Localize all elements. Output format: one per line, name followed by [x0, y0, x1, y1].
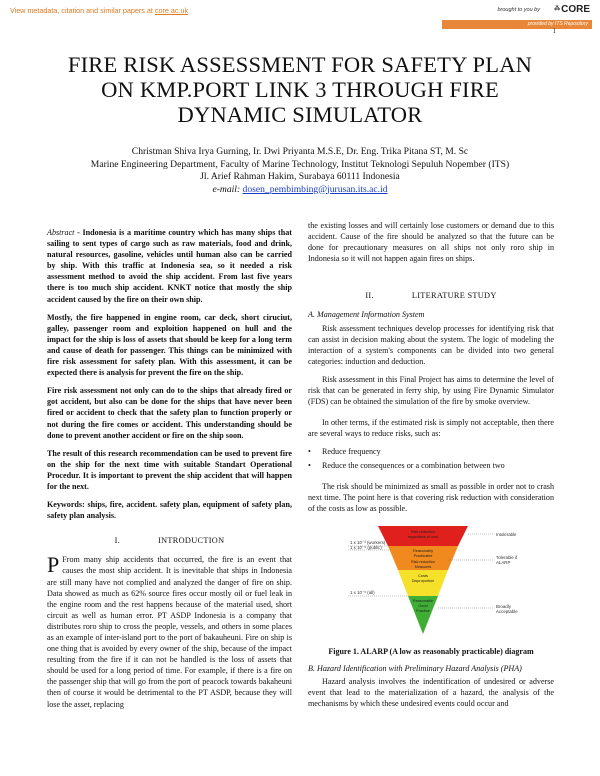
- provided-by-bar: provided by ITS Repository: [442, 20, 592, 29]
- keywords: Keywords: ships, fire, accident. safety plan, equipment of safety plan, safety plan analysis.: [47, 500, 292, 521]
- abstract-paragraph-3: Fire risk assessment not only can do to the ships that already fired or got accident, but also can be done for the ships that have never been fired or accident to check that the safety plan to function properly or not during the fire comes or accident. This understanding should be done to prevent another accident or fire on the ship soon.: [47, 386, 292, 440]
- list-item: • Reduce frequency: [308, 446, 554, 457]
- label-mid4: Disproportion: [411, 578, 435, 583]
- paper-title: [40, 52, 560, 127]
- label-tolerable: Tolerable if: [496, 554, 518, 560]
- lit-paragraph-1: Risk assessment techniques develop processes for identifying risk that can assist in decision making about the system. The logic of modeling the interaction of a system's components can be divided into two general categories: induction and deduction.: [308, 323, 554, 366]
- label-rr: Risk reduction: [410, 529, 436, 534]
- label-intolerable: Intolerable: [496, 531, 517, 537]
- core-metadata-link-row: [10, 6, 188, 15]
- list-item: • Reduce the consequences or a combination between two: [308, 460, 554, 471]
- label-mid1: Risk reduction: [410, 559, 436, 564]
- label-public: 1 x 10⁻⁴ (public): [350, 544, 382, 550]
- pha-paragraph: Hazard analysis involves the indentification of undesired or adverse event that lead to the materialization of a hazard, the analysis of the mechanisms by which these undesired events could occur and: [308, 677, 554, 709]
- abstract-paragraph-1: Abstract - Indonesia is a maritime country which has many ships that sailing to sent types of cargo such as raw materials, food and drink, natural resources, gasoline, vehicles until human also can be carried by ship. With this traffic at Indonesia sea, so it needed a risk assessment method to avoid the ship accident. From last five years there is too much ship accident. KNKT notice that mostly the ship accident caused by the fire on their own ship.: [47, 228, 293, 304]
- alarp-figure: [308, 522, 554, 640]
- right-column: [308, 220, 554, 716]
- address: Jl. Arief Rahman Hakim, Surabaya 60111 Indonesia: [200, 171, 400, 182]
- abstract-paragraph-4: The result of this research recommendation can be used to prevent fire on the ship for the next time with suitable Standart Operational Procedur. It is important to prevent the ship accident that will happen for the next.: [47, 448, 292, 491]
- lit-paragraph-3: In other terms, if the estimated risk is simply not acceptable, then there are several ways to reduce risks, such as:: [308, 418, 554, 439]
- email-row: e-mail: dosen_pembimbing@jurusan.its.ac.id: [212, 183, 388, 195]
- subheading-a: A. Management Information System: [308, 310, 425, 320]
- core-logo: ⁂CORE: [554, 4, 590, 15]
- bullet-list: [308, 446, 554, 470]
- subheading-b: B. Hazard Identification with Preliminary Hazard Analysis (PHA): [308, 663, 522, 673]
- brought-by-text: brought to you by: [497, 7, 540, 13]
- author-names: Christman Shiva Irya Gurning, Ir. Dwi Priyanta M.S.E, Dr. Eng. Trika Pitana ST, M. Sc: [131, 146, 469, 157]
- label-rp: Reasonably: [412, 548, 434, 553]
- label-rr2: regardless of cost: [408, 534, 438, 539]
- abstract-paragraph-2: Mostly, the fire happened in engine room, car deck, short ciruciut, galley, passenger room and exploition happened on hull and the impact for the ship is loss of assets that should be keep for a long term and cause of death for passenger. This things can be minimized with fire risk assessment for safety plan. With this assessment, it can be expected there is analysis for prevent the fire on the ship.: [47, 312, 292, 378]
- core-metadata-text: View metadata, citation and similar papers at: [10, 6, 155, 15]
- email-link[interactable]: dosen_pembimbing@jurusan.its.ac.id: [242, 183, 388, 195]
- core-dots-icon: ⁂: [554, 6, 561, 12]
- section-heading-introduction: I. INTRODUCTION: [114, 536, 225, 546]
- label-alarp: ALARP: [496, 559, 511, 565]
- email-label: e-mail: [212, 183, 237, 195]
- label-workers: 1 x 10⁻³ (workers): [350, 539, 386, 545]
- label-bot3: Practice: [416, 608, 430, 613]
- label-acceptable: Acceptable: [496, 608, 518, 614]
- drop-cap: P: [47, 552, 60, 578]
- alarp-diagram: [308, 522, 554, 640]
- title-line-2: ON KMP.PORT LINK 3 THROUGH FIRE: [101, 77, 499, 102]
- section-heading-literature: II. LITERATURE STUDY: [365, 291, 497, 301]
- introduction-paragraph: P From many ship accidents that occurred, the fire is an event that causes the most ship accident. It is inevitable that ships in Indonesia are still many have not complied and analyzed the danger of fire on ship. Data showed as much as 62% source fires occur mostly oil or fuel leak in the engine room and the rest happens because of the material used, short circuit as well as human error. PT ASDP Indonesia is a company that distributes roro ship to cross the people, vessels, and others in some places as an example of inter-island port to the port of bakauheuni. Fire on ship is one thing that is avoided by every owner of the ship, because of the impact resulting from the fire if it can not be handled is the loss of assets that should be used for a long period of time. For example, if there is a fire on the passenger ship that will go from the port of peacock towards bakaheuni then of course it would be detrimental to the PT ASDP, because they will lose the asset, replacing: [47, 552, 292, 709]
- label-mid2: Measures: [414, 564, 432, 569]
- core-banner: [0, 0, 600, 35]
- title-line-1: FIRE RISK ASSESSMENT FOR SAFETY PLAN: [67, 52, 533, 77]
- page-number: 1: [552, 27, 556, 35]
- core-badge[interactable]: [442, 3, 592, 27]
- label-bot1: Reasonable: [412, 598, 434, 603]
- introduction-continued: the existing losses and will certainly lose customers or demand due to this accident. Cause of the fire should be analyzed so that the future can be done for precautionary measures on all ships not only roro ship in Indonesia so it will not happen again fires on ships.: [308, 221, 554, 264]
- label-broadly: Broadly: [496, 603, 511, 609]
- label-all: 1 x 10⁻⁶ (all): [350, 589, 375, 595]
- label-rp2: Practicable: [413, 553, 433, 558]
- label-bot2: Good: [418, 603, 428, 608]
- lit-paragraph-2: Risk assessment in this Final Project has aims to determine the level of risk that can be generated in ferry ship, by using Fire Dynamic Simulator (FDS) can be obtained the simulation of the fire by smoke overview.: [308, 374, 554, 407]
- lit-paragraph-4: The risk should be minimized as small as possible in order not to crash next time. The point here is that covering risk reduction with consideration of the costs as low as possible.: [308, 481, 554, 513]
- abstract-label: Abstract: [47, 228, 75, 237]
- label-mid3: Costs: [418, 573, 428, 578]
- left-column: [47, 227, 292, 717]
- figure-caption: Figure 1. ALARP (A low as reasonably practicable) diagram: [328, 646, 534, 656]
- core-link[interactable]: core.ac.uk: [154, 6, 189, 15]
- author-block: [40, 146, 560, 196]
- title-line-3: DYNAMIC SIMULATOR: [177, 102, 423, 127]
- affiliation: Marine Engineering Department, Faculty of Marine Technology, Institut Teknologi Sepuluh Nopember (ITS): [90, 158, 510, 170]
